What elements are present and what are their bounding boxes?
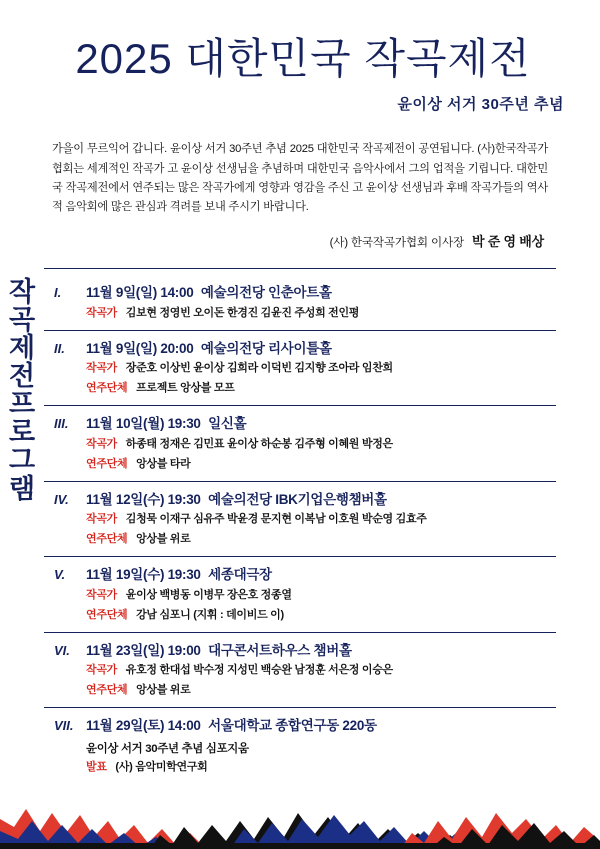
item-venue: 대구콘서트하우스 챔버홀 [208,642,352,658]
row-value: 앙상블 타라 [136,457,191,470]
vertical-side-title [2,278,42,503]
signature-name: 박 준 영 배상 [471,234,544,250]
side-title-char-1: 작 [8,277,36,307]
side-title-char-3: 제 [8,333,36,364]
item-heading [86,717,556,735]
item-heading [86,340,556,358]
item-row [86,760,556,776]
item-venue: 예술의전당 리사이틀홀 [200,340,332,356]
item-row [86,608,556,624]
item-venue: 일신홀 [208,416,247,432]
item-venue: 서울대학교 종합연구동 220동 [208,718,377,734]
item-numeral: II. [54,340,65,356]
side-title-char-4: 전 [8,361,36,392]
row-value: 강남 심포니 (지휘 : 데이비드 이) [136,608,284,621]
item-row [86,588,556,604]
item-body [86,415,556,472]
row-value: 김보현 정영빈 오이돈 한경진 김윤진 주성희 전인평 [125,306,360,319]
list-item [44,406,556,481]
item-heading [86,284,556,302]
row-label: 작곡가 [86,513,117,526]
item-datetime: 11월 29일(토) 14:00 [86,718,201,734]
item-datetime: 11월 9일(일) 14:00 [86,285,194,301]
item-row [86,361,556,377]
list-item [44,633,556,708]
row-value: 김청묵 이재구 심유주 박윤경 문지현 이복남 이호원 박순영 김효주 [125,513,427,526]
item-venue: 예술의전당 IBK기업은행챔버홀 [208,491,387,507]
item-datetime: 11월 12일(수) 19:30 [86,491,201,507]
row-value: 장준호 이상빈 윤이상 김희라 이덕빈 김지향 조아라 임찬희 [125,362,393,375]
list-item [44,557,556,632]
row-label: 작곡가 [86,362,117,375]
item-row [86,457,556,473]
item-body [86,340,556,397]
item-body [86,566,556,623]
row-value: 프로젝트 앙상블 모프 [136,382,235,395]
item-row [86,683,556,699]
item-row [86,306,556,322]
item-body [86,491,556,548]
item-row [86,437,556,453]
row-label: 연주단체 [86,608,128,621]
program-list [44,269,556,783]
row-label: 연주단체 [86,533,128,546]
item-heading [86,415,556,433]
item-datetime: 11월 10일(월) 19:30 [86,416,201,432]
item-row [86,532,556,548]
row-label: 연주단체 [86,457,128,470]
item-numeral: III. [54,416,69,432]
side-title-char-2: 곡 [8,305,36,336]
poster-subtitle: 윤이상 서거 30주년 추념 [397,96,564,114]
item-datetime: 11월 9일(일) 20:00 [86,340,194,356]
row-label: 연주단체 [86,684,128,697]
item-body [86,284,556,321]
list-item [44,331,556,406]
item-body [86,717,556,775]
row-label: 발표 [86,760,107,773]
item-venue: 세종대극장 [208,567,272,583]
item-heading [86,566,556,584]
item-row [86,663,556,679]
side-title-char-5: 프 [8,389,36,420]
bottom-decorative-band [0,787,600,849]
row-value: (사) 음악미학연구회 [115,760,208,773]
page-title: 2025 대한민국 작곡제전 [75,35,531,82]
row-label: 작곡가 [86,588,117,601]
item-row [86,512,556,528]
item-heading [86,491,556,509]
item-row [86,381,556,397]
row-value: 유호정 한대섭 박수정 지성민 백승완 남정훈 서은정 이승은 [125,664,393,677]
list-item [44,275,556,330]
signature-block [52,231,544,250]
poster-header [0,0,600,114]
list-item [44,482,556,557]
row-label: 작곡가 [86,437,117,450]
row-value: 하종태 정재은 김민표 윤이상 하순봉 김주형 이혜원 박정은 [125,437,393,450]
row-label: 연주단체 [86,382,128,395]
row-value: 앙상블 위로 [136,533,191,546]
list-item [44,708,556,783]
side-title-char-8: 램 [8,473,36,504]
item-numeral: V. [54,567,66,583]
item-numeral: I. [54,285,62,301]
item-body [86,642,556,699]
intro-paragraph: 가을이 무르익어 갑니다. 윤이상 서거 30주년 추념 2025 대한민국 작곡제전이 공연됩니다. (사)한국작곡가 협회는 세계적인 작곡가 고 윤이상 선생님을 추념하며 대한민국 음악사에서 그의 업적을 기립니다. 대한민국 작곡제전에서 연주되는 많은 작곡가에게 영향과 영감을 주신 고 윤이상 선생님과 후배 작곡가들의 역사적 음악회에 많은 관심과 격려를 보내 주시기 바랍니다. [52,143,548,214]
item-venue: 예술의전당 인춘아트홀 [200,285,332,301]
item-numeral: IV. [54,491,69,507]
row-label: 작곡가 [86,306,117,319]
signature-org: (사) 한국작곡가협회 이사장 [329,236,464,250]
item-datetime: 11월 23일(일) 19:00 [86,642,201,658]
row-value: 윤이상 백병동 이병무 장은호 정종열 [125,588,292,601]
row-value: 앙상블 위로 [136,684,191,697]
item-datetime: 11월 19일(수) 19:30 [86,567,201,583]
side-title-char-6: 로 [8,417,36,448]
item-note: 윤이상 서거 30주년 추념 심포지움 [86,742,249,755]
item-heading [86,642,556,660]
side-title-char-7: 그 [8,445,36,476]
row-label: 작곡가 [86,664,117,677]
item-numeral: VII. [54,718,74,734]
item-numeral: VI. [54,642,70,658]
